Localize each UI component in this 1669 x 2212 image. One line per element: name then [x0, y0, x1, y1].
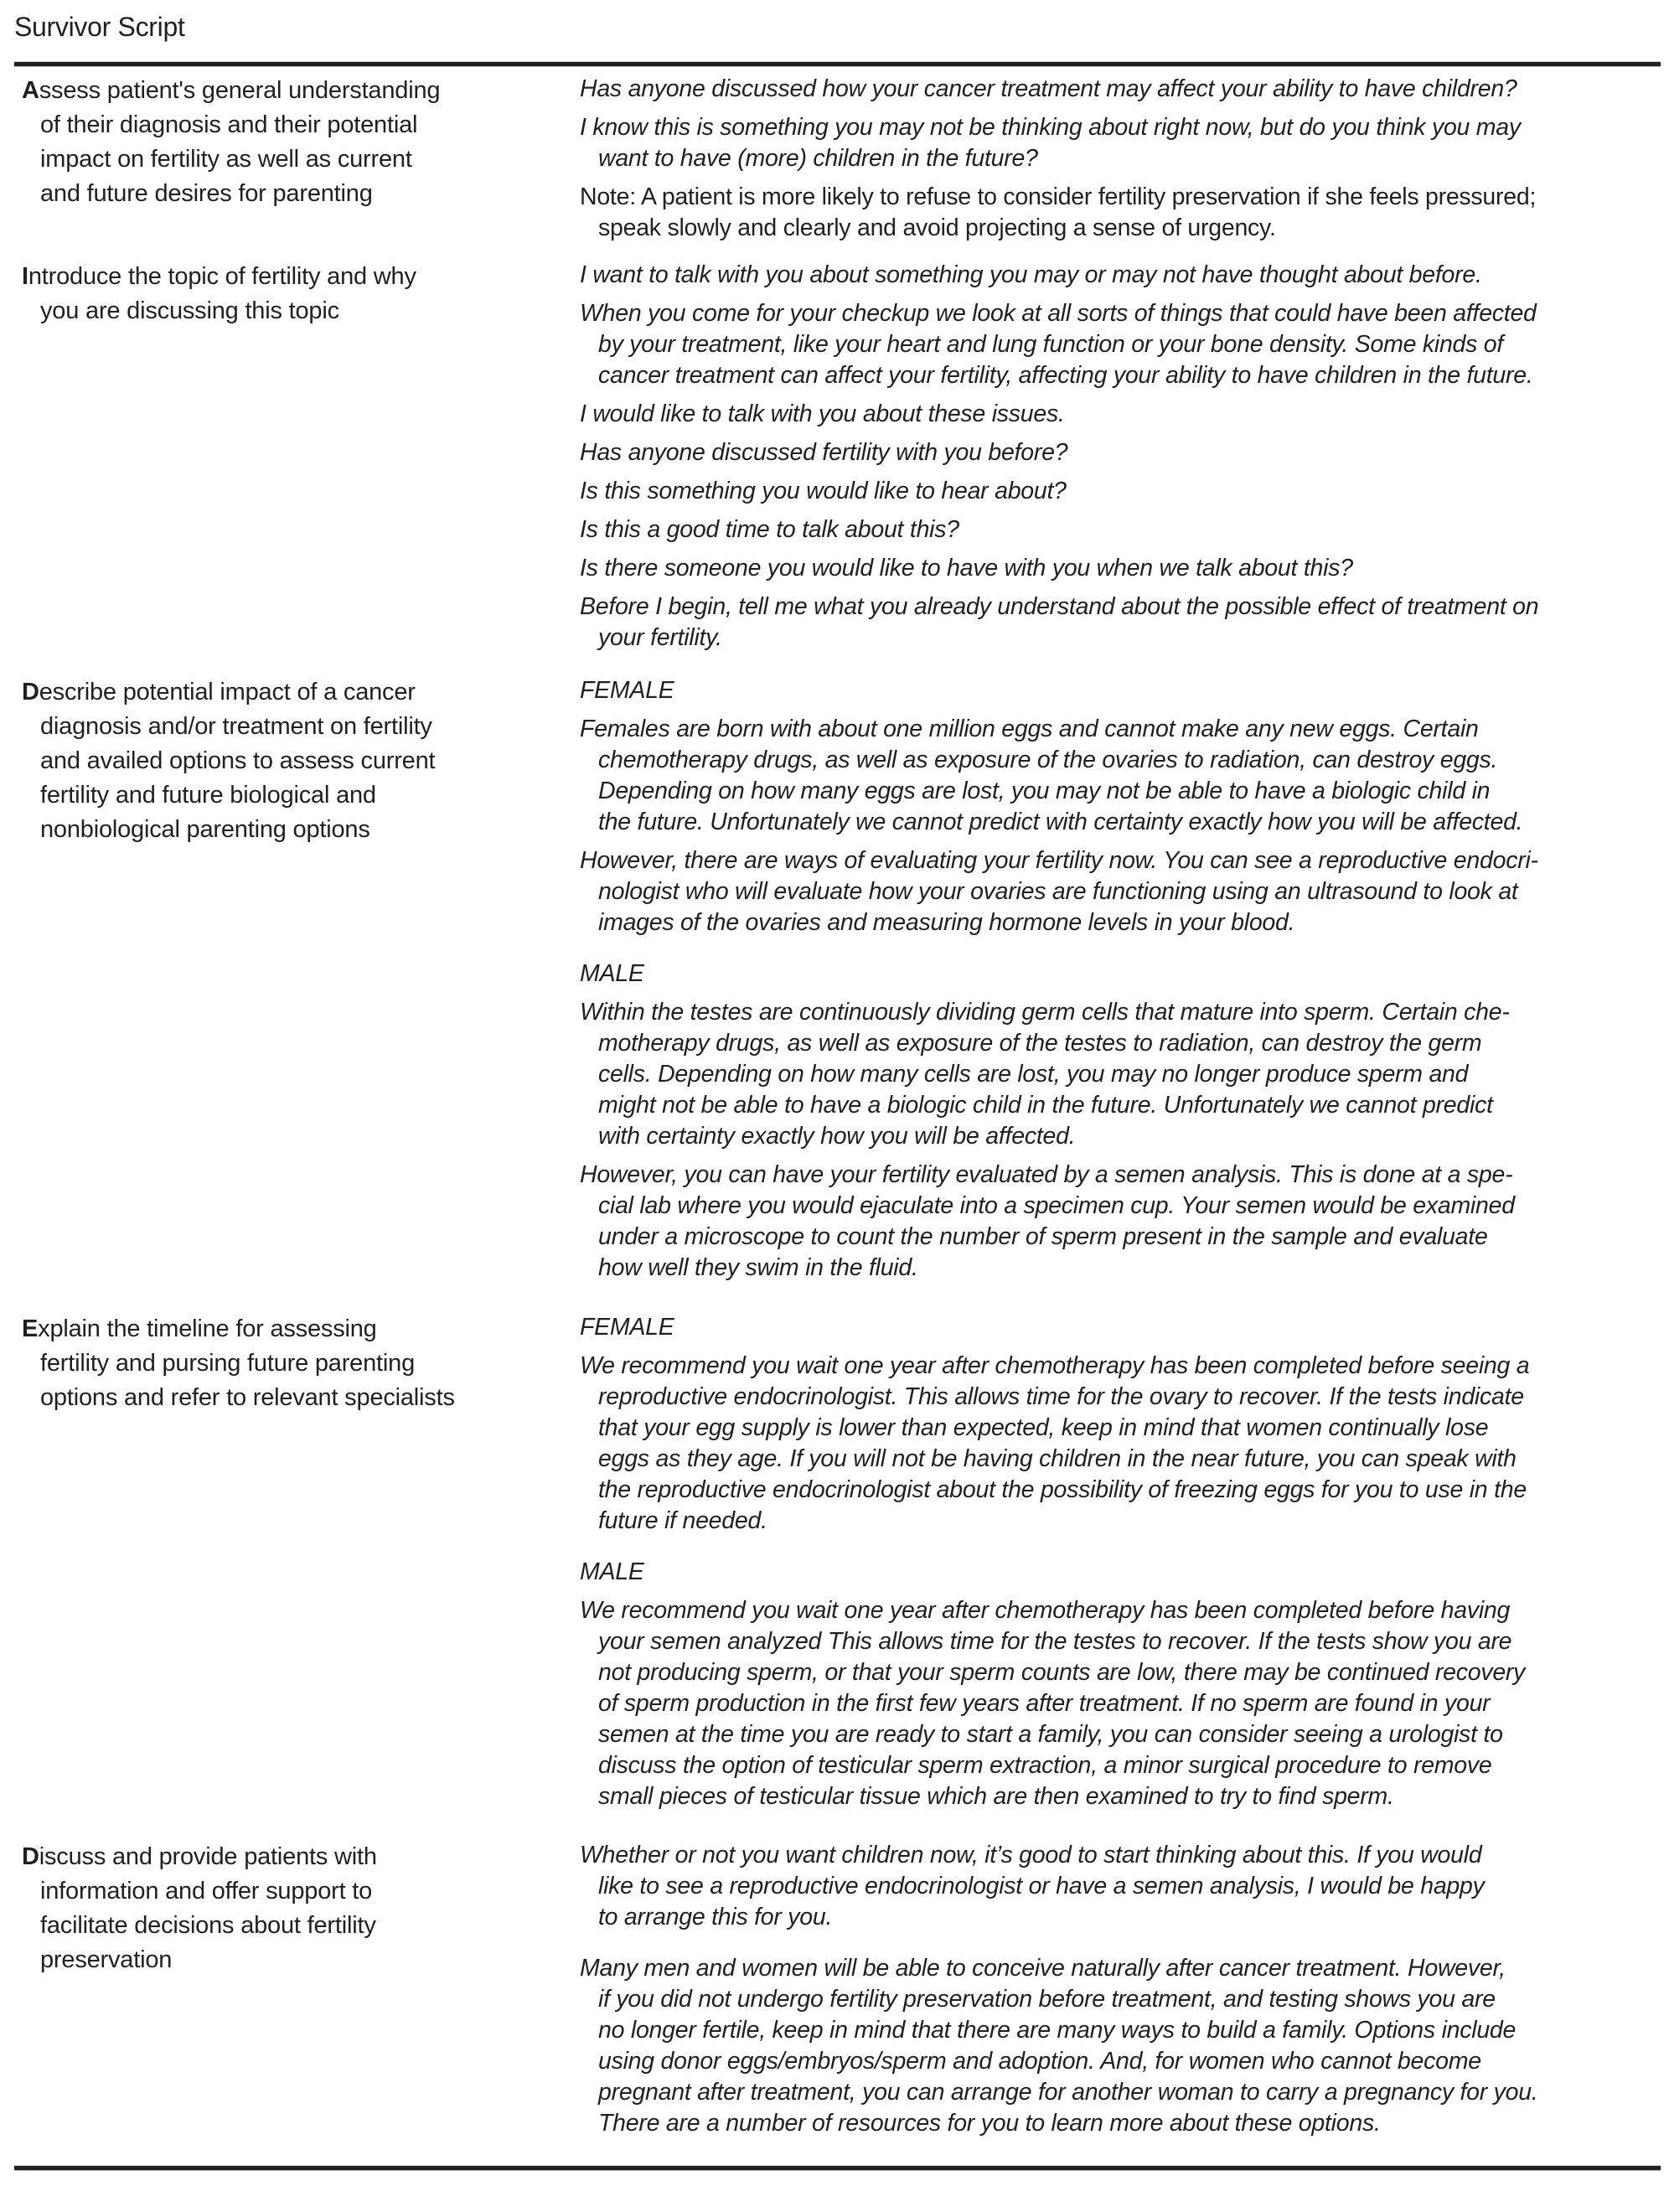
text-line: Depending on how many eggs are lost, you may not be able to have a biologic child in [598, 778, 1491, 804]
text-line: reproductive endocrinologist. This allows time for the ovary to recover. If the tests indicate [598, 1383, 1524, 1410]
sex-subheading [580, 675, 1661, 706]
text-line: MALE [580, 1558, 644, 1585]
script-text [580, 675, 1661, 1291]
text-line: We recommend you wait one year after chemotherapy has been completed before seeing a [580, 1352, 1530, 1379]
script-paragraph [580, 437, 1661, 468]
script-paragraph [580, 514, 1661, 545]
text-line: We recommend you wait one year after chemotherapy has been completed before having [580, 1597, 1511, 1624]
text-line: Whether or not you want children now, it’s good to start thinking about this. If you would [580, 1842, 1482, 1868]
text-line: chemotherapy drugs, as well as exposure of the ovaries to radiation, can destroy eggs. [598, 747, 1498, 773]
step-initial: E [22, 1315, 39, 1342]
step-line: facilitate decisions about fertility [40, 1912, 376, 1939]
step-line: Assess patient's general understanding [22, 77, 441, 104]
step-line: Explain the timeline for assessing [22, 1315, 377, 1342]
text-line: small pieces of testicular tissue which are then examined to try to find sperm. [598, 1783, 1394, 1810]
text-line: under a microscope to count the number of sperm present in the sample and evaluate [598, 1223, 1488, 1250]
step-line: nonbiological parenting options [40, 816, 370, 843]
step-description [22, 1312, 524, 1415]
text-line: the reproductive endocrinologist about the possibility of freezing eggs for you to use in the [598, 1476, 1527, 1503]
script-paragraph [580, 845, 1661, 938]
script-paragraph [580, 1953, 1661, 2139]
text-line: Is there someone you would like to have with you when we talk about this? [580, 555, 1353, 581]
script-paragraph [580, 476, 1661, 507]
step-description [22, 74, 524, 211]
script-text [580, 1312, 1661, 1820]
text-line: Is this something you would like to hear about? [580, 478, 1067, 504]
text-line: not producing sperm, or that your sperm counts are low, there may be continued recovery [598, 1659, 1526, 1686]
step-line: fertility and pursing future parenting [40, 1350, 415, 1377]
script-text [580, 74, 1661, 251]
step-description [22, 675, 524, 847]
script-paragraph [580, 553, 1661, 584]
step-line: Discuss and provide patients with [22, 1843, 377, 1870]
text-line: cancer treatment can affect your fertility, affecting your ability to have children in the future. [598, 362, 1533, 389]
text-line: cells. Depending on how many cells are lost, you may no longer produce sperm and [598, 1061, 1469, 1088]
text-line: your fertility. [598, 624, 722, 651]
text-line: might not be able to have a biologic child in the future. Unfortunately we cannot predict [598, 1092, 1493, 1119]
script-text [580, 1840, 1661, 2147]
step-description [22, 260, 524, 328]
script-text [580, 260, 1661, 661]
script-paragraph [580, 714, 1661, 838]
text-line: like to see a reproductive endocrinologist or have a semen analysis, I would be happy [598, 1873, 1485, 1899]
text-line: want to have (more) children in the future? [598, 145, 1038, 172]
step-line: preservation [40, 1946, 173, 1973]
step-line: diagnosis and/or treatment on fertility [40, 713, 432, 740]
top-rule [14, 62, 1661, 66]
sex-subheading [580, 959, 1661, 990]
text-line: by your treatment, like your heart and lung function or your bone density. Some kinds of [598, 331, 1504, 358]
sex-subheading [580, 1557, 1661, 1588]
text-line: FEMALE [580, 677, 674, 704]
script-paragraph [580, 298, 1661, 391]
text-line: FEMALE [580, 1314, 674, 1341]
text-line: When you come for your checkup we look at all sorts of things that could have been affected [580, 300, 1537, 327]
sex-subheading [580, 1312, 1661, 1343]
text-line: your semen analyzed This allows time for the testes to recover. If the tests show you are [598, 1628, 1512, 1655]
script-paragraph [580, 112, 1661, 174]
text-line: However, there are ways of evaluating your fertility now. You can see a reproductive endocri- [580, 847, 1538, 874]
text-line: Has anyone discussed fertility with you before? [580, 439, 1068, 466]
step-initial: A [22, 77, 39, 104]
step-line: fertility and future biological and [40, 782, 376, 809]
step-line: information and offer support to [40, 1878, 373, 1904]
text-line: using donor eggs/embryos/sperm and adoption. And, for women who cannot become [598, 2048, 1481, 2075]
text-line: cial lab where you would ejaculate into a specimen cup. Your semen would be examined [598, 1192, 1515, 1219]
text-line: Within the testes are continuously dividing germ cells that mature into sperm. Certain che- [580, 999, 1510, 1026]
step-line: options and refer to relevant specialists [40, 1384, 455, 1411]
text-line: semen at the time you are ready to start a family, you can consider seeing a urologist to [598, 1721, 1503, 1748]
text-line: I know this is something you may not be thinking about right now, but do you think you may [580, 114, 1521, 141]
text-line: discuss the option of testicular sperm extraction, a minor surgical procedure to remove [598, 1752, 1492, 1779]
step-line: impact on fertility as well as current [40, 146, 412, 173]
text-line: Note: A patient is more likely to refuse to consider fertility preservation if she feels pressured; [580, 183, 1537, 210]
script-paragraph [580, 997, 1661, 1152]
script-paragraph [580, 260, 1661, 291]
text-line: the future. Unfortunately we cannot predict with certainty exactly how you will be affected. [598, 809, 1523, 835]
text-line: if you did not undergo fertility preservation before treatment, and testing shows you are [598, 1986, 1496, 2013]
script-paragraph [580, 399, 1661, 430]
step-line: and availed options to assess current [40, 747, 436, 774]
text-line: Has anyone discussed how your cancer treatment may affect your ability to have children? [580, 75, 1517, 102]
step-initial: D [22, 1843, 39, 1870]
text-line: MALE [580, 960, 644, 987]
text-line: of sperm production in the first few years after treatment. If no sperm are found in your [598, 1690, 1491, 1717]
text-line: nologist who will evaluate how your ovaries are functioning using an ultrasound to look at [598, 878, 1518, 905]
step-line: you are discussing this topic [40, 297, 339, 324]
text-line: eggs as they age. If you will not be having children in the near future, you can speak with [598, 1445, 1517, 1472]
text-line: motherapy drugs, as well as exposure of the testes to radiation, can destroy the germ [598, 1030, 1482, 1057]
step-initial: D [22, 679, 39, 705]
step-initial: I [22, 263, 28, 290]
step-line: Describe potential impact of a cancer [22, 679, 416, 705]
step-line: Introduce the topic of fertility and why [22, 263, 416, 290]
text-line: Is this a good time to talk about this? [580, 516, 959, 543]
document-title: Survivor Script [14, 12, 185, 42]
step-line: of their diagnosis and their potential [40, 111, 418, 138]
bottom-rule [14, 2166, 1661, 2170]
text-line: how well they swim in the fluid. [598, 1254, 918, 1281]
text-line: no longer fertile, keep in mind that there are many ways to build a family. Options include [598, 2017, 1517, 2044]
text-line: that your egg supply is lower than expected, keep in mind that women continually lose [598, 1414, 1489, 1441]
script-paragraph [580, 592, 1661, 654]
text-line: I want to talk with you about something you may or may not have thought about before. [580, 261, 1482, 288]
text-line: speak slowly and clearly and avoid projecting a sense of urgency. [598, 214, 1276, 241]
script-paragraph [580, 1840, 1661, 1933]
step-description [22, 1840, 524, 1977]
text-line: images of the ovaries and measuring hormone levels in your blood. [598, 909, 1295, 936]
script-paragraph [580, 1595, 1661, 1812]
text-line: However, you can have your fertility evaluated by a semen analysis. This is done at a spe- [580, 1161, 1513, 1188]
text-line: I would like to talk with you about these issues. [580, 401, 1065, 427]
text-line: Many men and women will be able to conceive naturally after cancer treatment. However, [580, 1955, 1506, 1982]
script-paragraph [580, 1351, 1661, 1537]
text-line: future if needed. [598, 1507, 767, 1534]
text-line: Females are born with about one million eggs and cannot make any new eggs. Certain [580, 716, 1479, 742]
text-line: There are a number of resources for you to learn more about these options. [598, 2110, 1381, 2137]
text-line: to arrange this for you. [598, 1904, 833, 1930]
script-note [580, 182, 1661, 244]
text-line: Before I begin, tell me what you already understand about the possible effect of treatment on [580, 593, 1539, 620]
script-paragraph [580, 1160, 1661, 1284]
step-line: and future desires for parenting [40, 180, 373, 207]
text-line: pregnant after treatment, you can arrange for another woman to carry a pregnancy for you. [598, 2079, 1538, 2106]
script-paragraph [580, 74, 1661, 105]
text-line: with certainty exactly how you will be affected. [598, 1123, 1076, 1150]
